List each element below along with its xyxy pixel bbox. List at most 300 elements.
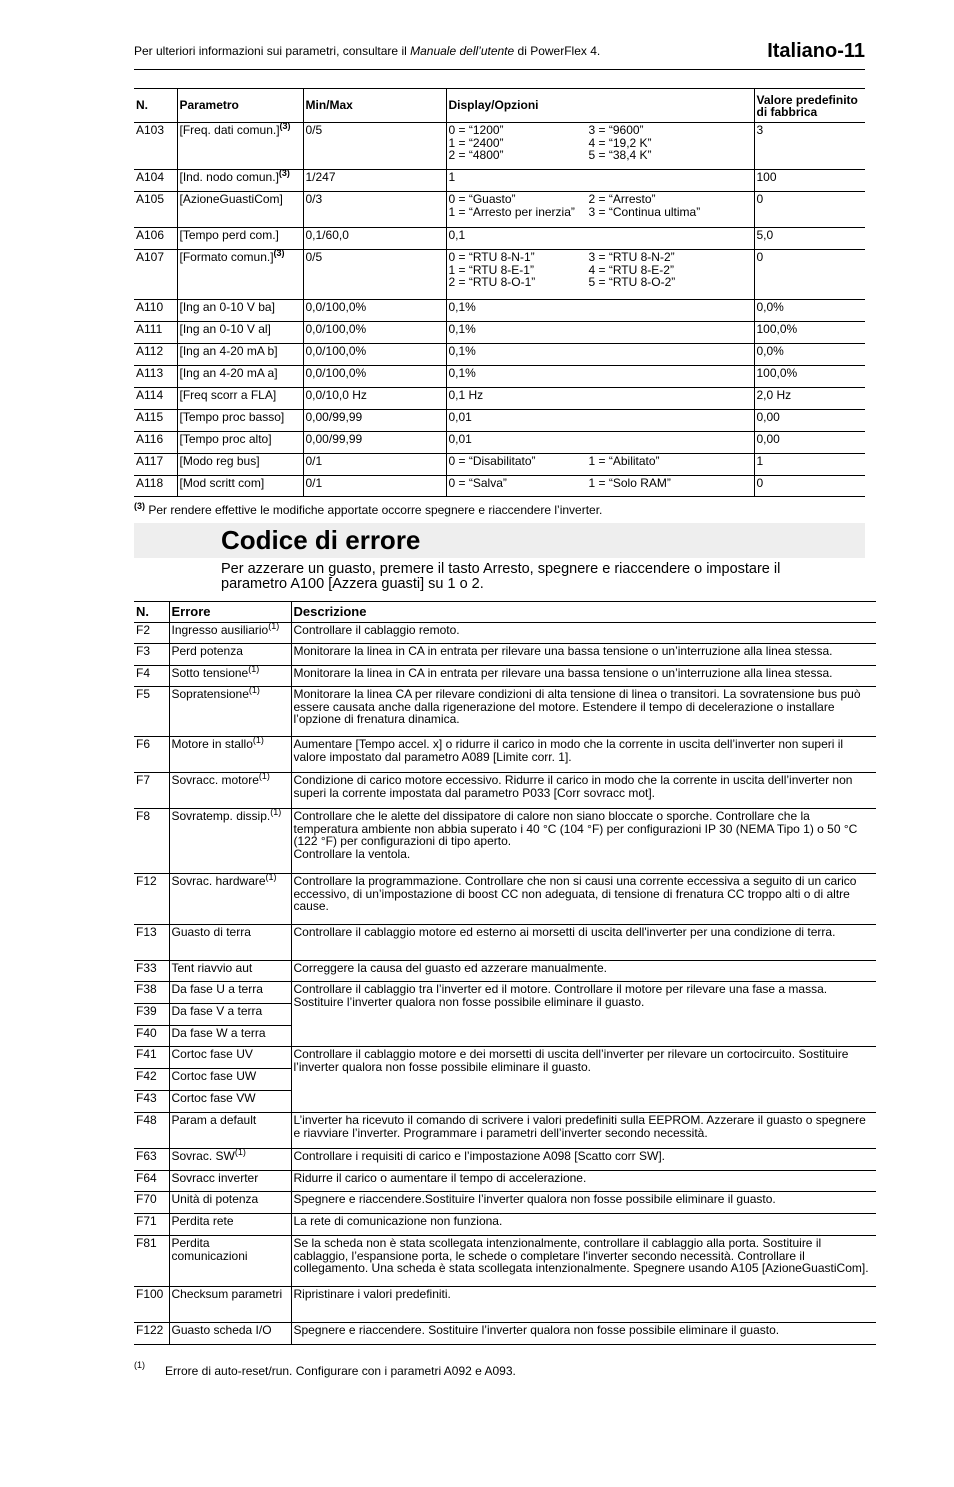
param-default: 100,0% [754,322,865,344]
param-row [134,300,865,322]
description-text: Controllare il cablaggio remoto. [293,623,460,637]
option-value: 0,01 [448,410,472,424]
error-description [291,874,876,925]
description-text: Condizione di carico motore eccessivo. Ridurre il carico in modo che la corrente in uscita dell’inverter non superi la corrente impostata dal parametro P033 [Corr sovracc mot]. [293,773,853,800]
option-line [449,345,752,358]
param-number: A111 [134,322,177,344]
error-table-header [134,602,876,623]
error-code: F2 [134,623,169,644]
param-name-text: [Tempo perd com.] [179,228,279,242]
param-minmax: 0/5 [303,250,446,300]
option-line [449,367,752,380]
error-name [169,623,291,644]
param-row [134,250,865,300]
param-options [446,388,754,410]
error-row [134,982,876,1004]
error-name-text: Da fase U a terra [171,982,263,996]
error-name-text: Da fase V a terra [171,1004,263,1018]
error-code: F100 [134,1287,169,1323]
param-default: 0 [754,476,865,497]
param-name-text: [Tempo proc basso] [179,410,285,424]
param-row [134,388,865,410]
error-row [134,1287,876,1323]
option-value: 0 = “Salva” [448,476,507,490]
param-name-text: [Ing an 0-10 V al] [179,322,271,336]
param-row [134,454,865,476]
param-options [446,170,754,192]
param-name [177,123,303,170]
footnote-mark: (1) [134,1360,145,1370]
param-options [446,454,754,476]
param-row [134,170,865,192]
param-name-text: [Ing an 0-10 V ba] [179,300,275,314]
error-name [169,809,291,874]
footnote-ref: (3) [273,249,285,258]
option-value: 0,1 [448,228,466,242]
option-line [449,477,752,490]
error-name [169,1287,291,1323]
page-header [134,40,865,68]
param-name-text: [AzioneGuastiCom] [179,192,283,206]
error-code: F64 [134,1171,169,1192]
footnote-ref: (3) [279,122,291,131]
error-name-text: Guasto scheda I/O [171,1323,272,1337]
error-code: F13 [134,925,169,961]
description-text: Spegnere e riaccendere. Sostituire l’inverter qualora non fosse possibile eliminare il guasto. [293,1323,780,1337]
error-name-text: Tent riavvio aut [171,961,253,975]
error-code: F8 [134,809,169,874]
error-description [291,1113,876,1149]
option-value: 0,1 Hz [448,388,484,402]
error-row [134,961,876,982]
param-minmax: 0/1 [303,454,446,476]
footnote-ref: (1) [248,686,260,695]
error-row [134,925,876,961]
option-line [449,276,752,289]
param-name-text: [Mod scritt com] [179,476,265,490]
header-rule [134,69,865,70]
option-line [449,455,752,468]
param-number: A105 [134,192,177,228]
error-code: F12 [134,874,169,925]
option-value: 0,01 [448,432,472,446]
param-options [446,322,754,344]
param-row [134,366,865,388]
param-default: 0,0% [754,300,865,322]
option-value: 0 = “RTU 8-N-1” [448,250,535,264]
param-row [134,344,865,366]
error-row [134,773,876,809]
option-line [449,433,752,446]
error-description [291,773,876,809]
footnote-ref: (1) [248,665,260,674]
error-description [291,1171,876,1192]
error-code: F41 [134,1047,169,1069]
error-code: F33 [134,961,169,982]
col-header-descrizione: Descrizione [291,602,876,623]
error-name-text: Sovrac. hardware [171,874,266,888]
footnote-text: Errore di auto-reset/run. Configurare con i parametri A092 e A093. [165,1364,516,1378]
error-name-text: Cortoc fase UW [171,1069,257,1083]
param-name-text: [Ing an 4-20 mA b] [179,344,278,358]
param-default: 0 [754,192,865,228]
param-default: 0 [754,250,865,300]
error-description [291,1236,876,1287]
option-value: 3 = “9600” [588,123,644,137]
param-number: A112 [134,344,177,366]
error-description [291,961,876,982]
error-name-text: Sovrac. SW [171,1149,235,1163]
error-code: F38 [134,982,169,1004]
description-text: Correggere la causa del guasto ed azzerare manualmente. [293,961,608,975]
param-options [446,476,754,497]
param-minmax: 0,00/99,99 [303,432,446,454]
error-name [169,1149,291,1171]
error-name [169,1004,291,1026]
description-text: Monitorare la linea CA per rilevare condizioni di alta tensione di linea o transitori. La sovratensione bus può essere causata anche dalla rigenerazione del motore. Estendere il tempo di decelerazione o installare l’opzione di frenatura dinamica. [293,687,861,726]
param-options [446,228,754,250]
error-row [134,623,876,644]
param-minmax: 0/1 [303,476,446,497]
param-row [134,410,865,432]
error-row [134,1323,876,1345]
param-name [177,300,303,322]
section-title: Codice di errore [221,525,421,555]
section-intro: Per azzerare un guasto, premere il tasto Arresto, spegnere e riaccendere o impostare il parametro A100 [Azzera guasti] su 1 o 2. [221,561,781,592]
param-number: A110 [134,300,177,322]
param-options [446,192,754,228]
description-text: Spegnere e riaccendere.Sostituire l’inverter qualora non fosse possibile eliminare il guasto. [293,1192,776,1206]
option-value: 0,1% [448,344,476,358]
error-name-text: Sovracc. motore [171,773,259,787]
error-code: F70 [134,1192,169,1214]
error-name-text: Perdita rete [171,1214,234,1228]
description-text: Ripristinare i valori predefiniti. [293,1287,451,1301]
param-row [134,228,865,250]
description-text: Controllare il cablaggio motore ed esterno ai morsetti di uscita dell'inverter per una condizione di terra. [293,925,836,939]
option-line [449,323,752,336]
param-minmax: 0,0/100,0% [303,300,446,322]
col-header-default: Valore predefinito di fabbrica [754,89,865,123]
parameter-table [134,88,865,497]
footnote-ref: (3) [278,169,290,178]
param-name-text: [Freq scorr a FLA] [179,388,277,402]
param-options [446,410,754,432]
option-value: 1 = “2400” [448,135,504,150]
description-text: Controllare il cablaggio tra l’inverter ed il motore. Controllare il motore per rilevare una fase a massa. Sostituire l’inverter qualora non fosse possibile eliminare il guasto. [293,982,828,1009]
error-code: F4 [134,666,169,687]
error-name [169,1236,291,1287]
option-value: 0,1% [448,300,476,314]
col-header-parametro: Parametro [177,89,303,123]
error-name-text: Cortoc fase UV [171,1047,253,1061]
description-text: Ridurre il carico o aumentare il tempo di accelerazione. [293,1171,587,1185]
error-name-text: Perd potenza [171,644,243,658]
error-description [291,644,876,666]
error-row [134,1113,876,1149]
error-code: F48 [134,1113,169,1149]
error-name-text: Unità di potenza [171,1192,259,1206]
error-code: F39 [134,1004,169,1026]
error-row [134,1236,876,1287]
error-table [134,601,876,1345]
parameter-table-header [134,89,865,123]
error-code: F122 [134,1323,169,1345]
error-name-text: Cortoc fase VW [171,1091,256,1105]
param-minmax: 0/3 [303,192,446,228]
error-code: F42 [134,1069,169,1091]
param-number: A118 [134,476,177,497]
option-value: 4 = “19,2 K” [588,135,652,150]
footnote-ref: (1) [265,873,277,882]
error-description [291,1149,876,1171]
param-number: A114 [134,388,177,410]
option-value: 0,1% [448,366,476,380]
option-value: 3 = “RTU 8-N-2” [588,250,675,264]
description-text: Controllare che le alette del dissipatore di calore non siano bloccate o sporche. Controllare che la temperatura ambiente non abbia superato i 40 °C (104 °F) per configurazioni IP 30 (NEMA Tipo 1) o 50 °C (122 °F) per configurazioni di tipo aperto. [293,809,858,848]
error-name [169,644,291,666]
error-name [169,961,291,982]
param-options [446,250,754,300]
param-number: A107 [134,250,177,300]
manual-title: Manuale dell’utente [410,44,515,58]
param-number: A106 [134,228,177,250]
param-default: 3 [754,123,865,170]
option-value: 1 [448,170,456,184]
description-text: Controllare la ventola. [293,846,411,861]
error-name [169,1323,291,1345]
param-number: A113 [134,366,177,388]
error-name [169,982,291,1004]
error-description [291,623,876,644]
option-value: 1 = “Solo RAM” [588,476,671,490]
param-options [446,432,754,454]
param-name [177,388,303,410]
error-description [291,666,876,687]
param-number: A115 [134,410,177,432]
param-default: 100,0% [754,366,865,388]
option-line [449,229,752,242]
error-name [169,1047,291,1069]
param-minmax: 0,00/99,99 [303,410,446,432]
param-name [177,170,303,192]
error-code: F40 [134,1026,169,1047]
error-description [291,737,876,773]
param-default: 0,00 [754,410,865,432]
header-note-text: Per ulteriori informazioni sui parametri, consultare il [134,44,411,58]
param-minmax: 0/5 [303,123,446,170]
description-text: Monitorare la linea in CA in entrata per rilevare una bassa tensione o un’interruzione alla linea stessa. [293,644,833,658]
error-code: F43 [134,1091,169,1113]
error-name [169,1214,291,1236]
error-description [291,687,876,737]
description-text: La rete di comunicazione non funziona. [293,1214,503,1228]
option-line [449,301,752,314]
option-value: 0 = “1200” [448,123,504,137]
error-code: F63 [134,1149,169,1171]
error-name [169,666,291,687]
param-name [177,250,303,300]
error-code: F81 [134,1236,169,1287]
option-value: 0 = “Disabilitato” [448,454,536,468]
option-value: 0 = “Guasto” [448,192,516,206]
error-name [169,1026,291,1047]
error-code: F71 [134,1214,169,1236]
param-options [446,366,754,388]
error-name-text: Checksum parametri [171,1287,283,1301]
footnote-text: Per rendere effettive le modifiche apportate occorre spegnere e riaccendere l’inverter. [148,503,603,517]
error-description [291,1323,876,1345]
description-text: Monitorare la linea in CA in entrata per rilevare una bassa tensione o un’interruzione alla linea stessa. [293,666,833,680]
col-header-minmax: Min/Max [303,89,446,123]
option-value: 0,1% [448,322,476,336]
param-number: A104 [134,170,177,192]
option-line [449,389,752,402]
error-name-text: Guasto di terra [171,925,251,939]
error-row [134,737,876,773]
footnote-ref: (1) [270,808,282,817]
param-number: A117 [134,454,177,476]
error-name [169,773,291,809]
page-label: Italiano-11 [767,40,865,62]
col-header-display: Display/Opzioni [446,89,754,123]
description-text: Controllare i requisiti di carico e l’impostazione A098 [Scatto corr SW]. [293,1149,665,1163]
error-description [291,1192,876,1214]
param-minmax: 0,0/100,0% [303,322,446,344]
param-minmax: 0,0/100,0% [303,366,446,388]
error-name [169,1113,291,1149]
param-minmax: 0,0/100,0% [303,344,446,366]
col-header-n: N. [134,602,169,623]
error-description [291,1214,876,1236]
header-note-suffix: di PowerFlex 4. [514,44,601,58]
description-text: Controllare la programmazione. Controllare che non si causi una corrente eccessiva a seguito di un carico eccessivo, di un’impostazione di boost CC non adeguata, di tensione di frenatura CC troppo alti o di altre cause. [293,874,857,913]
error-row [134,1192,876,1214]
param-minmax: 0,0/10,0 Hz [303,388,446,410]
param-name-text: [Ing an 4-20 mA a] [179,366,278,380]
option-value: 2 = “RTU 8-O-1” [448,275,536,289]
footnote-ref: (1) [268,622,280,631]
param-default: 1 [754,454,865,476]
option-value: 5 = “38,4 K” [588,148,652,162]
option-line [449,411,752,424]
option-line [449,206,752,219]
error-code: F3 [134,644,169,666]
error-name [169,1091,291,1113]
param-name-text: [Formato comun.] [179,250,274,264]
param-name-text: [Freq. dati comun.] [179,123,280,137]
error-row [134,644,876,666]
param-row [134,322,865,344]
error-name [169,687,291,737]
footnote-ref: (1) [258,772,270,781]
param-options [446,123,754,170]
param-default: 0,00 [754,432,865,454]
error-row [134,687,876,737]
error-description [291,925,876,961]
option-value: 4 = “RTU 8-E-2” [588,262,674,277]
error-row [134,1149,876,1171]
footnote-ref: (1) [234,1148,246,1157]
param-number: A116 [134,432,177,454]
col-header-n: N. [134,89,177,123]
param-number: A103 [134,123,177,170]
error-code: F5 [134,687,169,737]
option-value: 2 = “4800” [448,148,504,162]
description-text: Se la scheda non è stata scollegata intenzionalmente, controllare il cablaggio alla porta. Sostituire il cablaggio, l’espansione porta, le schede o completare l'inverter secondo necessità. Controllare il collegamento. Una scheda è stata scollegata intenzionalmente. Spegnere usando A105 [AzioneGuastiCom]. [293,1236,869,1275]
param-default: 2,0 Hz [754,388,865,410]
error-name [169,874,291,925]
header-note [134,44,600,58]
error-code: F6 [134,737,169,773]
error-description [291,982,876,1047]
error-code: F7 [134,773,169,809]
param-name [177,432,303,454]
error-name [169,1069,291,1091]
description-text: L’inverter ha ricevuto il comando di scrivere i valori predefiniti sulla EEPROM. Azzerare il guasto o spegnere e riavviare l’inverter. Programmare i parametri dell’inverter secondo necessità. [293,1113,866,1140]
error-row [134,1171,876,1192]
param-default: 5,0 [754,228,865,250]
param-name [177,410,303,432]
param-name [177,344,303,366]
description-text: Aumentare [Tempo accel. x] o ridurre il carico in modo che la corrente in uscita dell’inverter non superi il valore impostato dal parametro A089 [Limite corr. 1]. [293,737,844,764]
param-row [134,123,865,170]
option-value: 1 = “RTU 8-E-1” [448,262,534,277]
param-minmax: 0,1/60,0 [303,228,446,250]
error-row [134,1214,876,1236]
error-name-text: Param a default [171,1113,257,1127]
param-name [177,322,303,344]
error-description [291,1047,876,1113]
param-row [134,476,865,497]
parameter-footnote [134,503,602,517]
option-value: 3 = “Continua ultima” [588,204,701,219]
option-value: 1 = “Arresto per inerzia” [448,204,575,219]
error-name-text: Ingresso ausiliario [171,623,269,637]
error-row [134,874,876,925]
error-name-text: Sovratemp. dissip. [171,809,271,823]
error-name [169,1171,291,1192]
error-row [134,666,876,687]
param-name [177,192,303,228]
option-line [449,171,752,184]
option-line [449,149,752,162]
error-name-text: Motore in stallo [171,737,253,751]
footnote-ref: (1) [252,736,264,745]
option-line [449,193,752,206]
error-name-text: Sopratensione [171,687,249,701]
error-row [134,809,876,874]
error-name [169,925,291,961]
param-default: 0,0% [754,344,865,366]
description-text: Controllare il cablaggio motore e dei morsetti di uscita dell’inverter per rilevare un cortocircuito. Sostituire l’inverter qualora non fosse possibile eliminare il guasto. [293,1047,849,1074]
error-name-text: Sotto tensione [171,666,249,680]
param-default: 100 [754,170,865,192]
param-name [177,454,303,476]
param-name [177,366,303,388]
param-name-text: [Modo reg bus] [179,454,260,468]
param-name-text: [Tempo proc alto] [179,432,272,446]
error-description [291,1287,876,1323]
option-value: 5 = “RTU 8-O-2” [588,275,676,289]
option-value: 1 = “Abilitato” [588,454,660,468]
param-name [177,228,303,250]
error-name-text: Da fase W a terra [171,1026,266,1040]
error-name [169,1192,291,1214]
param-name [177,476,303,497]
error-description [291,809,876,874]
param-row [134,432,865,454]
